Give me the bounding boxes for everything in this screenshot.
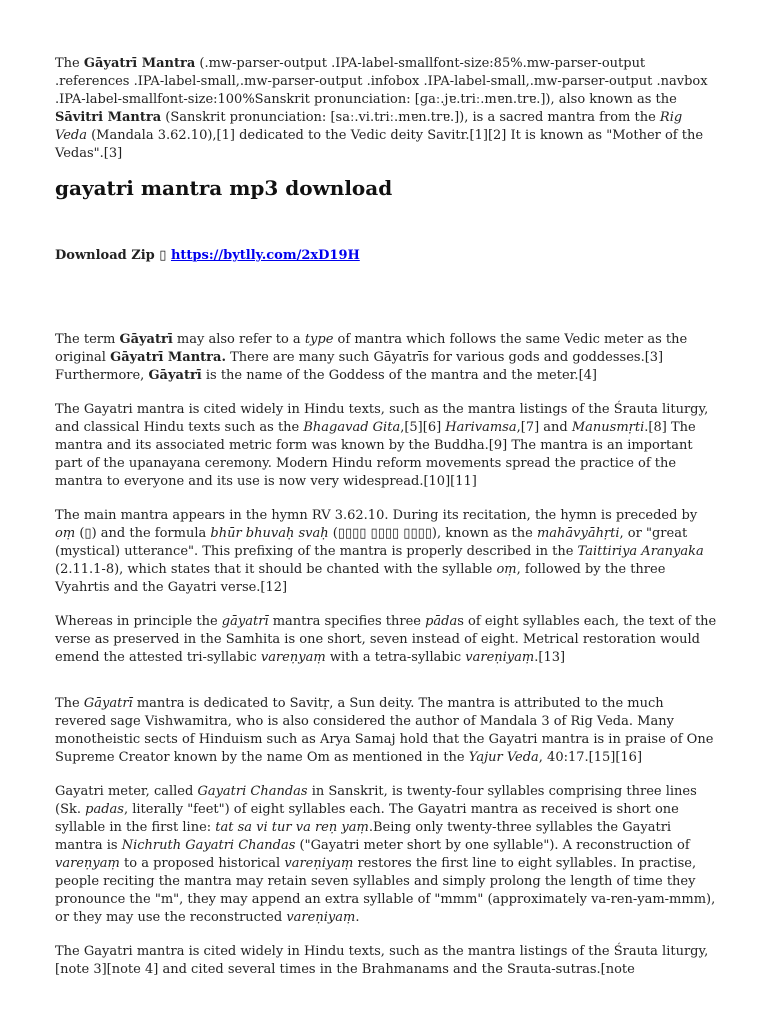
italic-term: vareṇiyaṃ: [286, 910, 356, 925]
italic-term: oṃ: [55, 526, 76, 541]
text: .[8] The mantra and its associated metric form was known by the Buddha.[9] The mantra is an important part of the upanayana ceremony. Modern Hindu reform movements spread the practice of the mantra to everyone and its use is now very widespread.[10][11]: [55, 420, 696, 489]
italic-term: vareṇyaṃ: [55, 856, 120, 871]
italic-term: Gāyatrī: [83, 696, 133, 711]
text: to a proposed historical: [119, 856, 285, 871]
text: .: [355, 910, 360, 925]
bold-term: Gāyatrī Mantra: [83, 56, 196, 71]
paragraph-meter: [55, 783, 717, 927]
text: , 40:17.[15][16]: [538, 750, 643, 765]
text: with a tetra-syllabic: [325, 650, 466, 665]
bold-term: Gāyatrī: [148, 368, 202, 383]
download-line: [55, 247, 717, 265]
text: (Sanskrit pronunciation: [saː.vi.triː.mɐn.trɐ.]), is a sacred mantra from the: [161, 110, 660, 125]
text: of mantra which follows the same Vedic meter as the original: [55, 332, 688, 365]
paragraph-citations: [55, 401, 717, 491]
text: mantra specifies three: [268, 614, 426, 629]
italic-term: padas: [85, 802, 124, 817]
text: in Sanskrit, is twenty-four syllables comprising three lines (Sk.: [55, 784, 697, 817]
text: (▯▯▯▯ ▯▯▯▯ ▯▯▯▯), known as the: [328, 526, 537, 541]
paragraph-liturgy: [55, 943, 717, 979]
bold-term: Gāyatrī: [119, 332, 173, 347]
text: (Mandala 3.62.10),[1] dedicated to the Vedic deity Savitr.[1][2] It is known as "Mother of the Vedas".[3]: [55, 128, 704, 161]
text: The: [55, 56, 84, 71]
download-label: Download Zip: [55, 248, 160, 263]
italic-term: Harivamsa: [445, 420, 517, 435]
text: The main mantra appears in the hymn RV 3.62.10. During its recitation, the hymn is preceded by: [55, 508, 698, 523]
text: Whereas in principle the: [55, 614, 222, 629]
text: .Being only twenty-three syllables the Gayatri mantra is: [55, 820, 672, 853]
text: restores the first line to eight syllables. In practise, people reciting the mantra may retain seven syllables and simply prolong the length of time they pronounce the "m", they may append an extra syllable of "mmm" (approximately va-ren-yam-mmm), or they may use the reconstructed: [55, 856, 716, 925]
italic-term: vareṇiyaṃ: [465, 650, 535, 665]
italic-term: Bhagavad Gita: [303, 420, 401, 435]
page-title: gayatri mantra mp3 download: [55, 176, 393, 200]
italic-term: gāyatrī: [221, 614, 269, 629]
text: There are many such Gāyatrīs for various gods and goddesses.[3] Furthermore,: [55, 350, 664, 383]
italic-term: oṃ: [496, 562, 517, 577]
italic-term: Yajur Veda: [468, 750, 539, 765]
text: , followed by the three Vyahrtis and the Gayatri verse.[12]: [55, 562, 666, 595]
paragraph-main-mantra: [55, 507, 717, 597]
text: The term: [55, 332, 120, 347]
intro-paragraph: [55, 55, 717, 163]
bold-term: Sāvitri Mantra: [55, 110, 162, 125]
italic-term: Rig Veda: [55, 110, 683, 143]
text: , literally "feet") of eight syllables each. The Gayatri mantra as received is short one syllable in the first line:: [55, 802, 679, 835]
italic-term: Manusmṛti: [571, 420, 645, 435]
download-link[interactable]: https://bytlly.com/2xD19H: [170, 248, 360, 263]
text: is the name of the Goddess of the mantra and the meter.[4]: [201, 368, 597, 383]
italic-term: Nichruth Gayatri Chandas: [121, 838, 296, 853]
text: Gayatri meter, called: [55, 784, 198, 799]
text: The Gayatri mantra is cited widely in Hindu texts, such as the mantra listings of the Śrauta liturgy,[note 3][note 4] and cited several times in the Brahmanams and the Srauta-sutras.[note: [55, 944, 709, 977]
italic-term: vareṇiyaṃ: [284, 856, 354, 871]
italic-term: mahāvyāhṛti: [536, 526, 620, 541]
text: (▯) and the formula: [75, 526, 211, 541]
text: (.mw-parser-output .IPA-label-smallfont-size:85%.mw-parser-output .references .IPA-label-small,.mw-parser-output .infobox .IPA-label-small,.mw-parser-output .navbox .IPA-label-smallfont-size:100%Sanskrit pronunciation: [ɡaː.jɐ.triː.mɐn.trɐ.]), also known as the: [55, 56, 708, 107]
text: , or "great (mystical) utterance". This prefixing of the mantra is properly described in the: [55, 526, 688, 559]
text: The: [55, 696, 84, 711]
paragraph-term: [55, 331, 717, 385]
text: The Gayatri mantra is cited widely in Hindu texts, such as the mantra listings of the Śrauta liturgy, and classical Hindu texts such as the: [55, 402, 709, 435]
article: [55, 55, 717, 995]
italic-term: Gayatri Chandas: [197, 784, 308, 799]
italic-term: tat sa vi tur va reṇ yaṃ: [215, 820, 369, 835]
text: mantra is dedicated to Savitṛ, a Sun deity. The mantra is attributed to the much revered sage Vishwamitra, who is also considered the author of Mandala 3 of Rig Veda. Many monotheistic sects of Hinduism such as Arya Samaj hold that the Gayatri mantra is in praise of One Supreme Creator known by the name Om as mentioned in the: [55, 696, 714, 765]
paragraph-metrical: [55, 613, 717, 667]
download-glyph-icon: ▯: [159, 248, 167, 263]
bold-term: Gāyatrī Mantra.: [110, 350, 226, 365]
italic-term: bhūr bhuvaḥ svaḥ: [210, 526, 329, 541]
italic-term: type: [304, 332, 334, 347]
text: ,[7] and: [516, 420, 572, 435]
text: s of eight syllables each, the text of the verse as preserved in the Samhita is one short, seven instead of eight. Metrical restoration would emend the attested tri-syllabic: [55, 614, 717, 665]
text: (2.11.1-8), which states that it should be chanted with the syllable: [55, 562, 497, 577]
text: ("Gayatri meter short by one syllable"). A reconstruction of: [295, 838, 690, 853]
text: .[13]: [534, 650, 566, 665]
italic-term: Taittiriya Aranyaka: [577, 544, 704, 559]
italic-term: vareṇyaṃ: [260, 650, 326, 665]
italic-term: pāda: [425, 614, 458, 629]
text: may also refer to a: [172, 332, 305, 347]
paragraph-deity: [55, 695, 717, 767]
text: ,[5][6]: [400, 420, 446, 435]
